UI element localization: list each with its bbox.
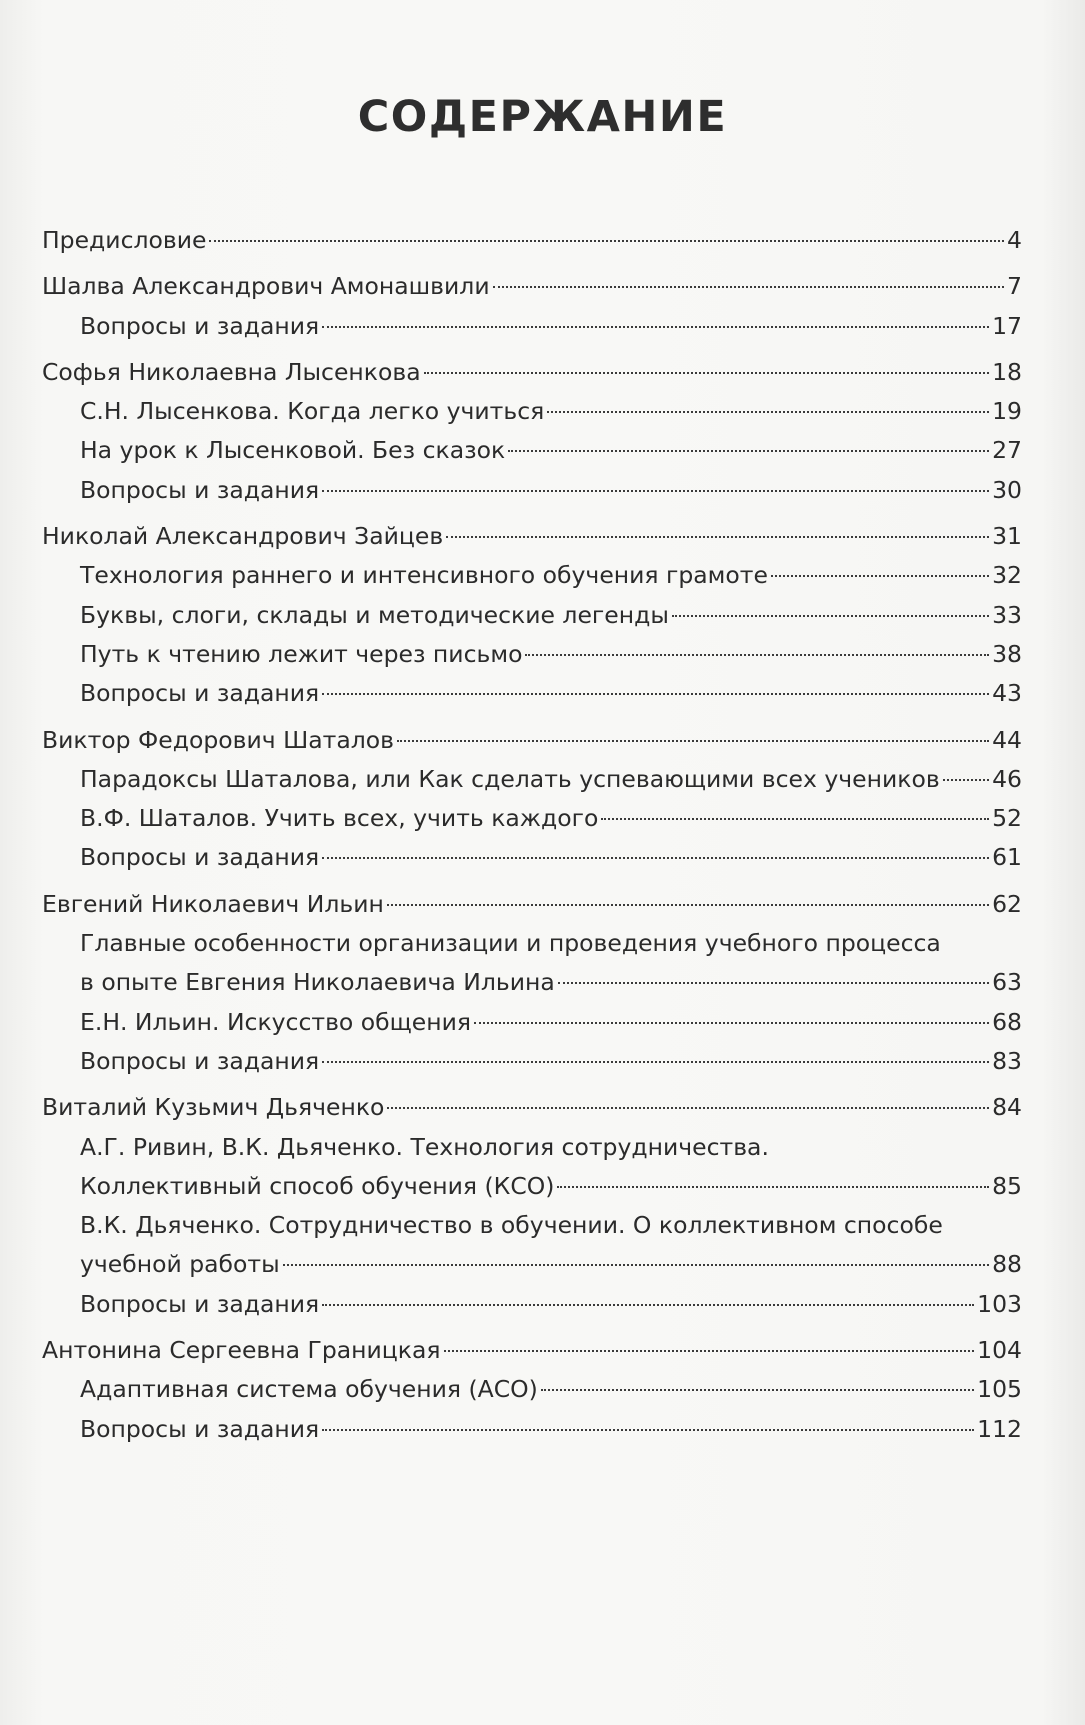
toc-entry-section	[42, 307, 1022, 346]
toc-entry-title: Виталий Кузьмич Дьяченко	[42, 1093, 385, 1122]
dot-leader	[547, 411, 989, 413]
toc-page-number: 63	[992, 968, 1022, 997]
dot-leader	[558, 982, 989, 984]
dot-leader	[446, 536, 989, 538]
toc-entry-title: Антонина Сергеевна Границкая	[42, 1336, 441, 1365]
toc-entry-title: Е.Н. Ильин. Искусство общения	[80, 1007, 472, 1036]
toc-page-number: 52	[992, 804, 1022, 833]
toc-page-number: 83	[992, 1046, 1022, 1075]
toc-entry-title: На урок к Лысенковой. Без сказок	[80, 436, 506, 465]
toc-page-number: 44	[992, 725, 1022, 754]
toc-entry-title: Софья Николаевна Лысенкова	[42, 357, 421, 386]
dot-leader	[557, 1186, 989, 1188]
dot-leader	[322, 1061, 989, 1063]
dot-leader	[322, 490, 989, 492]
toc-entry-title: А.Г. Ривин, В.К. Дьяченко. Технология сотрудничества.	[80, 1132, 769, 1161]
dot-leader	[209, 240, 1004, 242]
toc-entry-title: Буквы, слоги, склады и методические легенды	[80, 600, 669, 629]
toc-entry-chapter	[42, 517, 1022, 556]
toc-entry-section	[42, 760, 1022, 799]
toc-entry-section	[42, 431, 1022, 470]
toc-entry-section	[42, 1245, 1022, 1284]
dot-leader	[525, 654, 989, 656]
toc-entry-section	[42, 799, 1022, 838]
toc-entry-section	[42, 1370, 1022, 1409]
toc-entry-chapter	[42, 1331, 1022, 1370]
toc-page-number: 46	[992, 764, 1022, 793]
toc-page-number: 17	[992, 311, 1022, 340]
toc-entry-chapter	[42, 353, 1022, 392]
dot-leader	[601, 818, 989, 820]
dot-leader	[397, 740, 989, 742]
toc-page-number: 88	[992, 1250, 1022, 1279]
toc-page-number: 62	[992, 889, 1022, 918]
toc-page-number: 103	[977, 1289, 1022, 1318]
page-title: СОДЕРЖАНИЕ	[357, 92, 728, 142]
dot-leader	[672, 615, 989, 617]
toc-entry-title: Вопросы и задания	[80, 1046, 320, 1075]
table-of-contents	[42, 221, 1022, 1449]
toc-entry-title: В.Ф. Шаталов. Учить всех, учить каждого	[80, 804, 599, 833]
toc-entry-title: Главные особенности организации и проведения учебного процесса	[80, 929, 941, 958]
dot-leader	[943, 779, 989, 781]
dot-leader	[322, 857, 989, 859]
toc-entry-title: учебной работы	[80, 1250, 280, 1279]
toc-page-number: 19	[992, 397, 1022, 426]
toc-page-number: 7	[1007, 272, 1022, 301]
dot-leader	[322, 1429, 974, 1431]
toc-entry-title: в опыте Евгения Николаевича Ильина	[80, 968, 555, 997]
toc-entry-chapter	[42, 221, 1022, 260]
toc-entry-section	[42, 838, 1022, 877]
toc-entry-title: В.К. Дьяченко. Сотрудничество в обучении. О коллективном способе	[80, 1211, 943, 1240]
toc-entry-title: Вопросы и задания	[80, 311, 320, 340]
dot-leader	[322, 1304, 974, 1306]
dot-leader	[387, 904, 989, 906]
dot-leader	[541, 1389, 974, 1391]
toc-entry-section	[42, 392, 1022, 431]
dot-leader	[424, 372, 989, 374]
toc-entry-section	[42, 963, 1022, 1002]
toc-entry-chapter	[42, 1088, 1022, 1127]
toc-entry-section	[42, 556, 1022, 595]
toc-entry-section	[42, 674, 1022, 713]
toc-page-number: 33	[992, 600, 1022, 629]
toc-page-number: 38	[992, 639, 1022, 668]
dot-leader	[474, 1022, 989, 1024]
toc-entry-section	[42, 1003, 1022, 1042]
toc-entry-title: Вопросы и задания	[80, 679, 320, 708]
toc-page-number: 27	[992, 436, 1022, 465]
toc-page-number: 61	[992, 843, 1022, 872]
toc-page-number: 32	[992, 561, 1022, 590]
dot-leader	[283, 1264, 989, 1266]
toc-page-number: 4	[1007, 226, 1022, 254]
toc-entry-title: Путь к чтению лежит через письмо	[80, 639, 523, 668]
toc-entry-section	[42, 924, 1022, 963]
toc-entry-section	[42, 1128, 1022, 1167]
toc-entry-chapter	[42, 267, 1022, 306]
toc-entry-title: Шалва Александрович Амонашвили	[42, 272, 490, 301]
dot-leader	[322, 693, 989, 695]
dot-leader	[322, 326, 989, 328]
toc-page-number: 68	[992, 1007, 1022, 1036]
toc-entry-title: Парадоксы Шаталова, или Как сделать успевающими всех учеников	[80, 764, 940, 793]
toc-entry-section	[42, 1167, 1022, 1206]
toc-entry-chapter	[42, 721, 1022, 760]
toc-page-number: 112	[977, 1414, 1022, 1443]
toc-entry-title: Николай Александрович Зайцев	[42, 522, 444, 551]
toc-entry-title: Адаптивная система обучения (АСО)	[80, 1375, 538, 1404]
toc-entry-title: Технология раннего и интенсивного обучения грамоте	[80, 561, 768, 590]
toc-entry-section	[42, 1206, 1022, 1245]
toc-entry-title: Вопросы и задания	[80, 1289, 320, 1318]
toc-entry-title: Вопросы и задания	[80, 843, 320, 872]
toc-page-number: 43	[992, 679, 1022, 708]
dot-leader	[508, 450, 989, 452]
dot-leader	[493, 286, 1004, 288]
toc-entry-title: Евгений Николаевич Ильин	[42, 889, 384, 918]
toc-entry-title: Вопросы и задания	[80, 1414, 320, 1443]
toc-entry-section	[42, 1285, 1022, 1324]
toc-page-number: 105	[977, 1375, 1022, 1404]
toc-page-number: 30	[992, 475, 1022, 504]
toc-entry-title: Коллективный способ обучения (КСО)	[80, 1171, 555, 1200]
toc-page-number: 31	[992, 522, 1022, 551]
toc-entry-section	[42, 1410, 1022, 1449]
toc-entry-title: Виктор Федорович Шаталов	[42, 725, 394, 754]
toc-entry-title: С.Н. Лысенкова. Когда легко учиться	[80, 397, 545, 426]
dot-leader	[387, 1107, 989, 1109]
toc-entry-title: Предисловие	[42, 226, 207, 254]
toc-page-number: 85	[992, 1171, 1022, 1200]
toc-entry-section	[42, 1042, 1022, 1081]
dot-leader	[771, 575, 989, 577]
dot-leader	[444, 1350, 975, 1352]
toc-page-number: 84	[992, 1093, 1022, 1122]
toc-entry-section	[42, 635, 1022, 674]
toc-entry-chapter	[42, 885, 1022, 924]
toc-page-number: 104	[977, 1336, 1022, 1365]
toc-entry-section	[42, 471, 1022, 510]
toc-entry-section	[42, 596, 1022, 635]
toc-entry-title: Вопросы и задания	[80, 475, 320, 504]
toc-page-number: 18	[992, 357, 1022, 386]
